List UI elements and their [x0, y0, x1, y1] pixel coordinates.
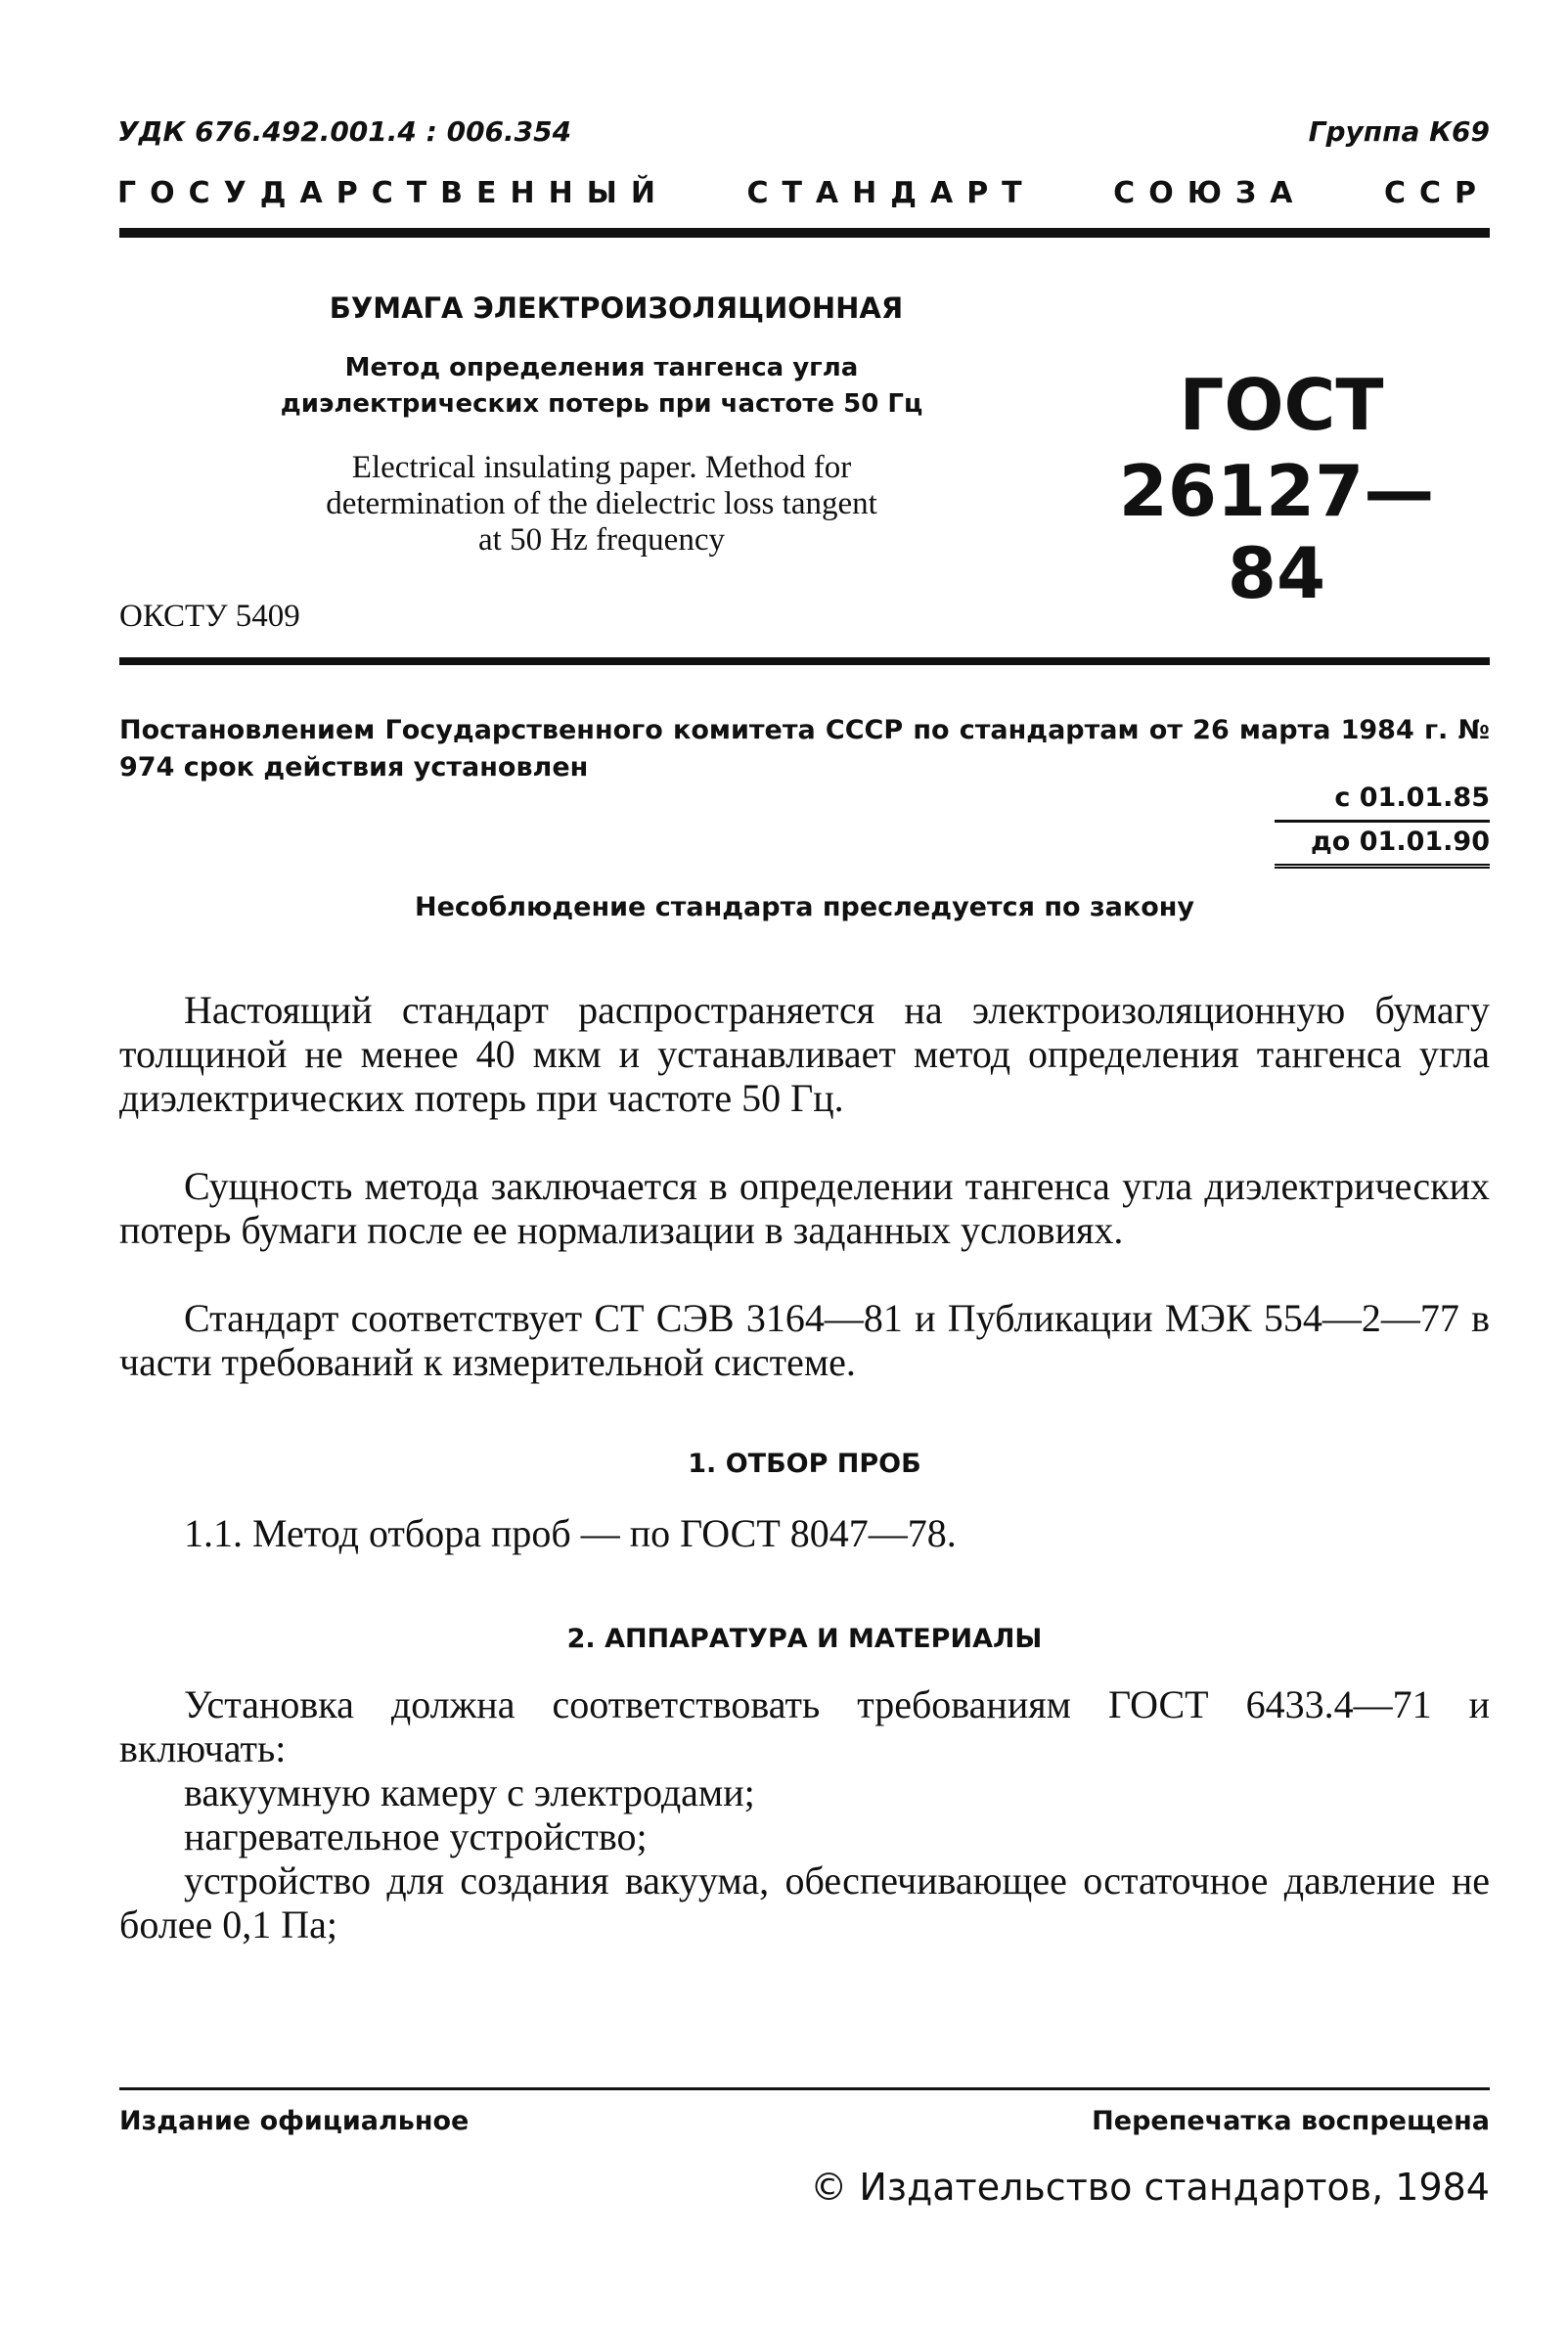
- intro-paragraph-3: [119, 1296, 1490, 1384]
- standard-line-word: ГОСУДАРСТВЕННЫЙ: [117, 176, 669, 210]
- intro-paragraph-2-text: Сущность метода заключается в определении тангенса угла диэлектрических потерь бумаги после ее нормализации в заданных условиях.: [119, 1164, 1490, 1252]
- standard-line-word: СОЮЗА: [1113, 176, 1307, 210]
- subtitle-en-line: Electrical insulating paper. Method for: [351, 450, 852, 485]
- list-item: нагревательное устройство;: [184, 1814, 648, 1858]
- footer-divider: [119, 2087, 1490, 2090]
- document-title: БУМАГА ЭЛЕКТРОИЗОЛЯЦИОННАЯ: [329, 291, 904, 325]
- list-item: вакуумную камеру с электродами;: [184, 1770, 755, 1814]
- section-2-paragraph-text: Установка должна соответствовать требованиям ГОСТ 6433.4—71 и включать:: [119, 1682, 1490, 1770]
- validity-dates: [1275, 779, 1490, 869]
- section-2-heading: 2. АППАРАТУРА И МАТЕРИАЛЫ: [566, 1624, 1043, 1654]
- section-2-last-paragraph-text: устройство для создания вакуума, обеспечивающее остаточное давление не более 0,1 Па;: [119, 1858, 1490, 1947]
- copyright-line: © Издательство стандартов, 1984: [810, 2166, 1490, 2209]
- legal-warning: Несоблюдение стандарта преследуется по закону: [414, 892, 1195, 922]
- decree-text: Постановлением Государственного комитета СССР по стандартам от 26 марта 1984 г. № 974 срок действия установлен: [119, 715, 1490, 783]
- gost-number: 26127—84: [1118, 450, 1435, 614]
- reprint-prohibited-note: Перепечатка воспрещена: [1092, 2106, 1490, 2136]
- section-1-heading: 1. ОТБОР ПРОБ: [688, 1449, 921, 1479]
- section-2-last-paragraph: [119, 1858, 1490, 1947]
- subtitle-line: Метод определения тангенса угла: [344, 353, 859, 382]
- intro-paragraph-1: [119, 988, 1490, 1120]
- group-code: Группа К69: [1308, 115, 1490, 148]
- subtitle-line: диэлектрических потерь при частоте 50 Гц: [280, 389, 923, 419]
- document-subtitle-en: [220, 450, 983, 559]
- subtitle-en-line: determination of the dielectric loss tangent: [326, 486, 877, 521]
- udk-code: УДК 676.492.001.4 : 006.354: [117, 115, 572, 148]
- valid-to: до 01.01.90: [1275, 823, 1490, 869]
- section-1-item: [119, 1511, 1490, 1555]
- header-divider: [119, 228, 1490, 238]
- standard-line-word: ССР: [1383, 176, 1490, 210]
- valid-from: с 01.01.85: [1275, 779, 1490, 823]
- official-edition-note: Издание официальное: [119, 2106, 470, 2136]
- intro-paragraph-1-text: Настоящий стандарт распространяется на электроизоляционную бумагу толщиной не менее 40 мкм и устанавливает метод определения тангенса угла диэлектрических потерь при частоте 50 Гц.: [119, 988, 1490, 1120]
- okstu-code: ОКСТУ 5409: [119, 599, 300, 634]
- intro-paragraph-2: [119, 1164, 1490, 1252]
- intro-paragraph-3-text: Стандарт соответствует СТ СЭВ 3164—81 и Публикации МЭК 554—2—77 в части требований к измерительной системе.: [119, 1296, 1490, 1384]
- title-divider: [119, 657, 1490, 665]
- standard-line-word: СТАНДАРТ: [746, 176, 1036, 210]
- section-1-item-text: 1.1. Метод отбора проб — по ГОСТ 8047—78.: [184, 1511, 957, 1555]
- standard-line: [117, 176, 1490, 210]
- gost-label: ГОСТ: [1179, 364, 1384, 446]
- section-2-paragraph: [119, 1682, 1490, 1770]
- document-subtitle-ru: [220, 350, 983, 423]
- subtitle-en-line: at 50 Hz frequency: [478, 522, 725, 558]
